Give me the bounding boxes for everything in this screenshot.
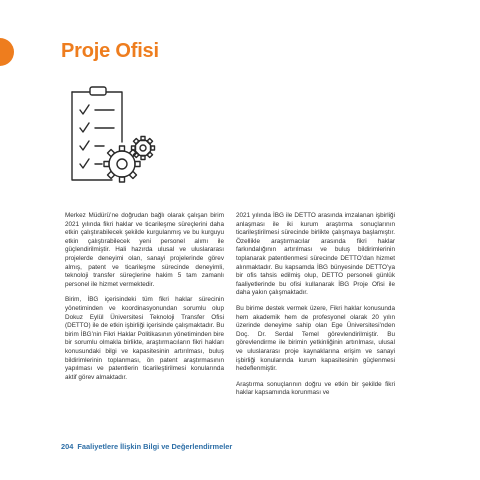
page-number: 204 [61, 442, 74, 451]
right-text-column [236, 212, 395, 405]
paragraph: Merkez Müdürü’ne doğrudan bağlı olarak çalışan birim 2021 yılında fikri haklar ve ticarileşme süreçlerini daha etkin çalıştırabilecek şekilde kurgulanmış ve bu kurguyu etkin çalıştırabilecek yeni personel alımı ile güçlendirilmiştir. Hali hazırda ulusal ve uluslararası projelerde deneyimi olan, sanayi projelerinde görev almış, patent ve ticarileşme sürecinde deneyimli, teknoloji transfer süreçlerine hakim 5 tam zamanlı personel ile hizmet vermektedir. [65, 212, 224, 288]
checklist-with-gears-icon [60, 84, 160, 192]
paragraph: 2021 yılında İBG ile DETTO arasında imzalanan işbirliği anlaşması ile iki kurum araştırma sonuçlarının ticarileştirilmesi sürecinde birlikte çalışmaya başlamıştır. Özellikle araştırmacılar arasında fikri haklar farkındalığının artırılması ve buluş bildirimlerinin toplanarak patentlenmesi sürecinde DETTO’dan hizmet alınmaktadır. Bu kapsamda İBG bünyesinde DETTO’ya bir ofis tahsis edilmiş olup, DETTO personeli günlük faaliyetlerinde bu ofisi kullanarak İBG Proje Ofisi ile daha yakın çalışmaktadır. [236, 212, 395, 297]
page-footer [61, 442, 232, 451]
paragraph: Birim, İBG içerisindeki tüm fikri haklar sürecinin yönetiminden ve koordinasyonundan sorumlu olup Dokuz Eylül Üniversitesi Teknoloji Transfer Ofisi (DETTO) ile de etkin işbirliği içerisinde çalışmaktadır. Bu birim İBG’nin Fikri Haklar Politikasının yönetiminden bire bir sorumlu olmakla birlikte, araştırmacıların fikri hakları konusundaki bilgi ve kapasitesinin artırılması, buluş bildirimlerinin toplanması, ön patent araştırmasının yapılması ve patentlerin ticarileştirilmesi konularında aktif görev almaktadır. [65, 296, 224, 381]
paragraph: Bu birime destek vermek üzere, Fikri haklar konusunda hem akademik hem de profesyonel olarak 20 yılın üzerinde deneyime sahip olan Ege Üniversitesi’nden Doç. Dr. Serdal Temel görevlendirilmiştir. Bu görevlendirme ile birimin yetkinliğinin artırılması, ulusal ve uluslararası proje kaynaklarına erişim ve sanayi işbirliği konularında kurum kapasitesinin güçlenmesi hedeflenmiştir. [236, 304, 395, 373]
chapter-tab-marker [0, 38, 14, 66]
paragraph: Araştırma sonuçlarının doğru ve etkin bir şekilde fikri haklar kapsamında korunması ve [236, 380, 395, 397]
left-text-column [65, 212, 224, 389]
page-title: Proje Ofisi [61, 40, 159, 62]
footer-section-title: Faaliyetlere İlişkin Bilgi ve Değerlendirmeler [77, 442, 233, 451]
